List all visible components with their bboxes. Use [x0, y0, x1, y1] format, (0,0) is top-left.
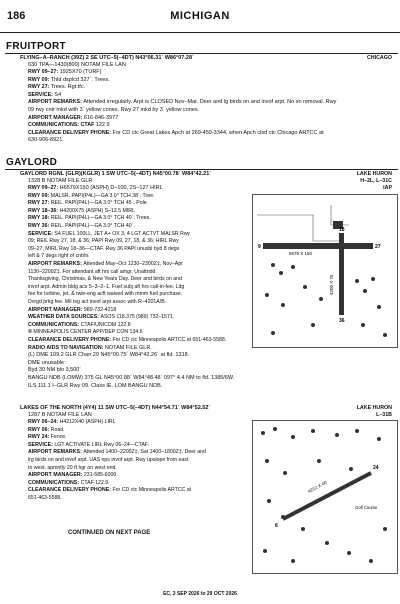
detail-text: BANGU NDB (LOMW) 375 GL N45°00.88´ W84°48.48´ 097° 4.4 NM to fld. 1385/6W. — [28, 375, 235, 381]
detail-text: ASOS 118.375 (989) 732–1571. — [100, 314, 175, 321]
detail-text: CTAF 122.9 — [80, 479, 109, 486]
page-header — [0, 6, 400, 33]
detail-line — [28, 284, 184, 291]
detail-text: Trees. Rgt tfc. — [50, 84, 86, 91]
detail-label: AIRPORT MANAGER: — [28, 114, 84, 121]
detail-text: REIL. PAPI(P4L)—GA 3.0° TCH 40´. Trees. — [50, 215, 151, 222]
detail-text: Thanksgiving, Christmas, & New Years Day. Deer and birds on and — [28, 276, 182, 283]
detail-line — [28, 337, 226, 344]
effective-dates: EC, 3 SEP 2026 to 29 OCT 2026 — [163, 591, 237, 597]
elev-line-lakes: 1287 B NOTAM FILE LAN — [28, 412, 92, 418]
runway-end-6: 6 — [275, 523, 278, 529]
runway-label-18-36: 4200 X 75 — [329, 274, 334, 295]
detail-text: H6579X150 (ASPH) D–100, 2S–127 HIRL — [59, 185, 163, 191]
detail-text: Thld dsplcd 327´. Trees. — [50, 76, 110, 83]
city-heading-fruitport: FRUITPORT — [6, 41, 66, 52]
runway-09-27 — [263, 243, 373, 249]
runway-end-24: 24 — [373, 465, 379, 471]
detail-text: H4212X40 (ASPH) LIRL — [59, 419, 116, 425]
detail-line — [28, 269, 155, 276]
runway-06-24 — [283, 473, 371, 519]
runway-end-9: 9 — [258, 244, 261, 250]
detail-text: invof arpt. Admin bldg acs 5–3–2–1. Fuel subj aft hrs call-in-fee. Ldg — [28, 283, 185, 290]
detail-text: fee for turbine, jet, & twin-eng acft waived with mmm fuel purchase. — [28, 291, 183, 298]
detail-line — [28, 487, 191, 494]
detail-line — [28, 215, 151, 222]
detail-text: For CD ctc Minneapolis ARTCC at 651-463-5588. — [112, 337, 227, 343]
divider — [5, 53, 398, 54]
detail-line — [28, 322, 131, 329]
runway-label-06-24: 4212 X 40 — [307, 479, 328, 494]
detail-label: CLEARANCE DELIVERY PHONE: — [28, 129, 113, 136]
detail-line — [28, 238, 179, 245]
page-number: 186 — [7, 10, 26, 22]
detail-label: RWY 09: — [28, 76, 51, 83]
detail-text: CTAF/UNICOM 122.8 — [80, 321, 131, 328]
detail-label: RWY 06: — [28, 426, 51, 433]
detail-text: 616-846-3977 — [83, 114, 119, 121]
detail-line — [28, 84, 85, 91]
detail-line — [28, 92, 61, 99]
detail-label: CLEARANCE DELIVERY PHONE: — [28, 337, 113, 343]
detail-line — [28, 457, 188, 464]
trees — [265, 263, 387, 337]
region-lakes: LAKE HURON — [356, 405, 392, 411]
elev-line-fruitport: 630 TPA—1430(800) NOTAM FILE LAN — [28, 62, 126, 68]
detail-line — [28, 480, 108, 487]
airport-diagram-gaylord — [252, 194, 398, 348]
detail-line — [28, 299, 166, 306]
detail-label: RWY 27: — [28, 84, 51, 91]
runway-end-36: 36 — [339, 318, 345, 324]
detail-line — [28, 99, 336, 106]
detail-label: SERVICE: — [28, 230, 55, 237]
runway-end-18: 18 — [339, 227, 345, 233]
detail-line — [28, 352, 189, 359]
chart-ref-gaylord: H–2L, L–31C — [360, 178, 392, 184]
detail-text: 231-585-6000 — [83, 472, 117, 479]
detail-line — [28, 291, 182, 298]
detail-line — [28, 383, 162, 390]
detail-line — [28, 427, 65, 434]
detail-line — [28, 122, 110, 129]
detail-text: DME unusable: — [28, 359, 66, 366]
runway-end-27: 27 — [375, 244, 381, 250]
detail-line — [28, 130, 324, 137]
detail-text: (L) DME 109.2 GLR Chan 29 N45°00.75´ W84°42.26´ at fld. 1318. — [28, 352, 190, 359]
detail-text: Dvrgd prkg fee. Mil tsg act invof arpt assoc with R–4201A/B. — [28, 299, 167, 305]
continued-note: CONTINUED ON NEXT PAGE — [68, 530, 151, 536]
detail-line — [28, 465, 117, 472]
detail-line — [28, 185, 163, 192]
detail-text: REIL. PAPI(P4L)—GA 3.0° TCH 45´. Pole. — [50, 200, 149, 207]
detail-text: 122.9 — [95, 122, 110, 129]
detail-text: H4200X75 (ASPH) S–12.5 MIRL — [59, 207, 135, 214]
detail-text: S4 — [54, 91, 62, 98]
detail-label: AIRPORT MANAGER: — [28, 472, 84, 479]
detail-line — [28, 261, 183, 268]
detail-line — [28, 208, 135, 215]
detail-line — [28, 360, 66, 367]
detail-line — [28, 307, 116, 314]
detail-text: Attended irregularly. Arpt is CLOSED Nov–Mar. Deer and lg birds on and invof arpt. No sn removal. Rwy — [83, 99, 337, 106]
airport-diagram-lakes-graphic — [253, 421, 397, 573]
detail-text: 630-906-8921. — [28, 137, 64, 144]
detail-text: left & 7 degs right of cntrln. — [28, 253, 90, 260]
detail-label: RWY 24: — [28, 434, 51, 441]
detail-text: 989-732-4218 — [83, 306, 117, 313]
detail-label: AIRPORT REMARKS: — [28, 99, 84, 106]
detail-text: MALSR. PAPI(P4L)—GA 3.0° TCH 38´. Tree. — [50, 192, 155, 199]
state-title: MICHIGAN — [170, 10, 230, 22]
detail-line — [28, 314, 174, 321]
detail-line — [28, 472, 116, 479]
detail-text: 09–27; MIRL Rwy 18–36—CTAF. Rwy 36 PAPI unusbl byd 8 degs — [28, 245, 180, 252]
detail-text: For CD ctc Great Lakes Apch at 269-459-3344, when Apch clsd ctc Chicago ARTCC at — [112, 129, 324, 136]
detail-label: RWY 09–27: — [28, 69, 60, 75]
detail-label: RWY 36: — [28, 223, 51, 229]
detail-line — [28, 246, 179, 253]
detail-text: 651-463-5588. — [28, 495, 62, 501]
detail-text: 1130–2200Z‡. For attendant aft hrs call amgr. Unattndd — [28, 268, 156, 275]
airport-line-lakes: LAKES OF THE NORTH (4Y4) 11 SW UTC–5(–4DT) N44°54.71´ W84°52.52´ — [20, 405, 211, 411]
detail-label: CLEARANCE DELIVERY PHONE: — [28, 487, 113, 494]
detail-line — [28, 495, 62, 502]
detail-label: RADIO AIDS TO NAVIGATION: — [28, 344, 105, 351]
detail-line — [28, 419, 116, 426]
runway-18-36 — [339, 233, 344, 315]
detail-line — [28, 345, 152, 352]
detail-line — [28, 200, 148, 207]
detail-label: WEATHER DATA SOURCES: — [28, 314, 101, 321]
airport-diagram-graphic — [253, 195, 397, 347]
detail-label: RWY 09–27: — [28, 185, 60, 191]
detail-label: SERVICE: — [28, 441, 55, 448]
detail-text: Road. — [50, 426, 65, 433]
detail-text: ILS 111.1 I–GLR Rwy 09. Class IE. LOM BANGU NDB. — [28, 382, 163, 389]
detail-label: COMMUNICATIONS: — [28, 479, 81, 486]
detail-text: to west, apmntly 20 ft hgr on west end. — [28, 464, 117, 471]
detail-line — [28, 434, 67, 441]
detail-line — [28, 442, 149, 449]
detail-label: ® — [28, 329, 34, 336]
detail-label: RWY 18–36: — [28, 207, 60, 214]
detail-text: REIL. PAPI(P4L)—GA 3.0° TCH 40´. — [50, 223, 135, 229]
airport-line-gaylord: GAYLORD RGNL (GLR)(KGLR) 1 SW UTC–5(–4DT) N45°00.78´ W84°42.21´ — [20, 171, 212, 177]
detail-text: Fence. — [50, 434, 67, 441]
detail-text: S4 FUEL 100LL, JET A+ OX 3, 4 LGT ACTVT MALSR Rwy — [54, 230, 191, 237]
detail-label: RWY 06–24: — [28, 419, 60, 425]
detail-line — [28, 367, 81, 374]
detail-text: For CD ctc Minneapolis ARTCC at — [112, 487, 192, 494]
elev-line-gaylord: 1328 B NOTAM FILE GLR — [28, 178, 93, 184]
detail-line — [28, 107, 199, 114]
iap-ref-gaylord: IAP — [383, 185, 392, 191]
detail-line — [28, 449, 206, 456]
detail-text: Attended 1400–2200Z‡, Sat 1400–1800Z‡. Deer and — [83, 449, 206, 456]
region-fruitport: CHICAGO — [366, 55, 392, 61]
region-gaylord: LAKE HURON — [356, 171, 392, 177]
detail-label: COMMUNICATIONS: — [28, 321, 81, 328]
detail-label: AIRPORT REMARKS: — [28, 261, 84, 267]
detail-label: SERVICE: — [28, 91, 55, 98]
chart-ref-lakes: L–31B — [376, 412, 392, 418]
detail-label: AIRPORT MANAGER: — [28, 306, 84, 313]
detail-text: Attended May–Oct 1230–2300Z‡, Nov–Apr — [83, 261, 183, 267]
city-heading-gaylord: GAYLORD — [6, 157, 58, 168]
detail-line — [28, 276, 182, 283]
detail-text: NOTAM FILE GLR. — [104, 344, 152, 351]
detail-line — [28, 253, 90, 260]
detail-line — [28, 115, 118, 122]
detail-line — [28, 329, 143, 336]
detail-text: LGT ACTIVATE LIRL Rwy 06–24—CTAF. — [54, 441, 149, 448]
detail-line — [28, 193, 154, 200]
detail-line — [28, 137, 64, 144]
detail-text: 1925X70 (TURF) — [59, 69, 102, 75]
detail-label: RWY 18: — [28, 215, 51, 222]
detail-line — [28, 375, 234, 382]
trees — [261, 427, 387, 563]
detail-line — [28, 231, 190, 238]
detail-line — [28, 223, 135, 230]
golf-course-label: Golf Course — [355, 505, 378, 510]
detail-text: lrg birds on and invof arpt. UAS ops invof arpt. Rwy upslope from east — [28, 457, 189, 463]
detail-text: MINNEAPOLIS CENTER APP/DEP CON 134.6 — [33, 329, 143, 336]
airport-line-fruitport: FLYING–A–RANCH (39Z) 2 SE UTC–5(–4DT) N43°06.31´ W86°07.28´ — [20, 55, 194, 61]
detail-label: RWY 09: — [28, 192, 51, 199]
detail-line — [28, 77, 110, 84]
detail-text: 09; REIL Rwy 27, 18, & 36; PAPI Rwy 09, 27, 18, & 36; HIRL Rwy — [28, 238, 179, 245]
detail-text: Byd 30 NM blo 3,500´ — [28, 367, 82, 374]
detail-label: COMMUNICATIONS: CTAF — [28, 122, 96, 129]
detail-label: AIRPORT REMARKS: — [28, 449, 84, 456]
runway-label-09-27: 6579 X 150 — [289, 251, 313, 256]
divider — [5, 169, 398, 170]
airport-diagram-lakes — [252, 420, 398, 574]
detail-text: 09 rwy cntr mkd with 3´ yellow cones. Rwy 27 mkd by 3´ yellow cones. — [28, 107, 200, 113]
detail-line — [28, 69, 102, 76]
detail-label: RWY 27: — [28, 200, 51, 207]
